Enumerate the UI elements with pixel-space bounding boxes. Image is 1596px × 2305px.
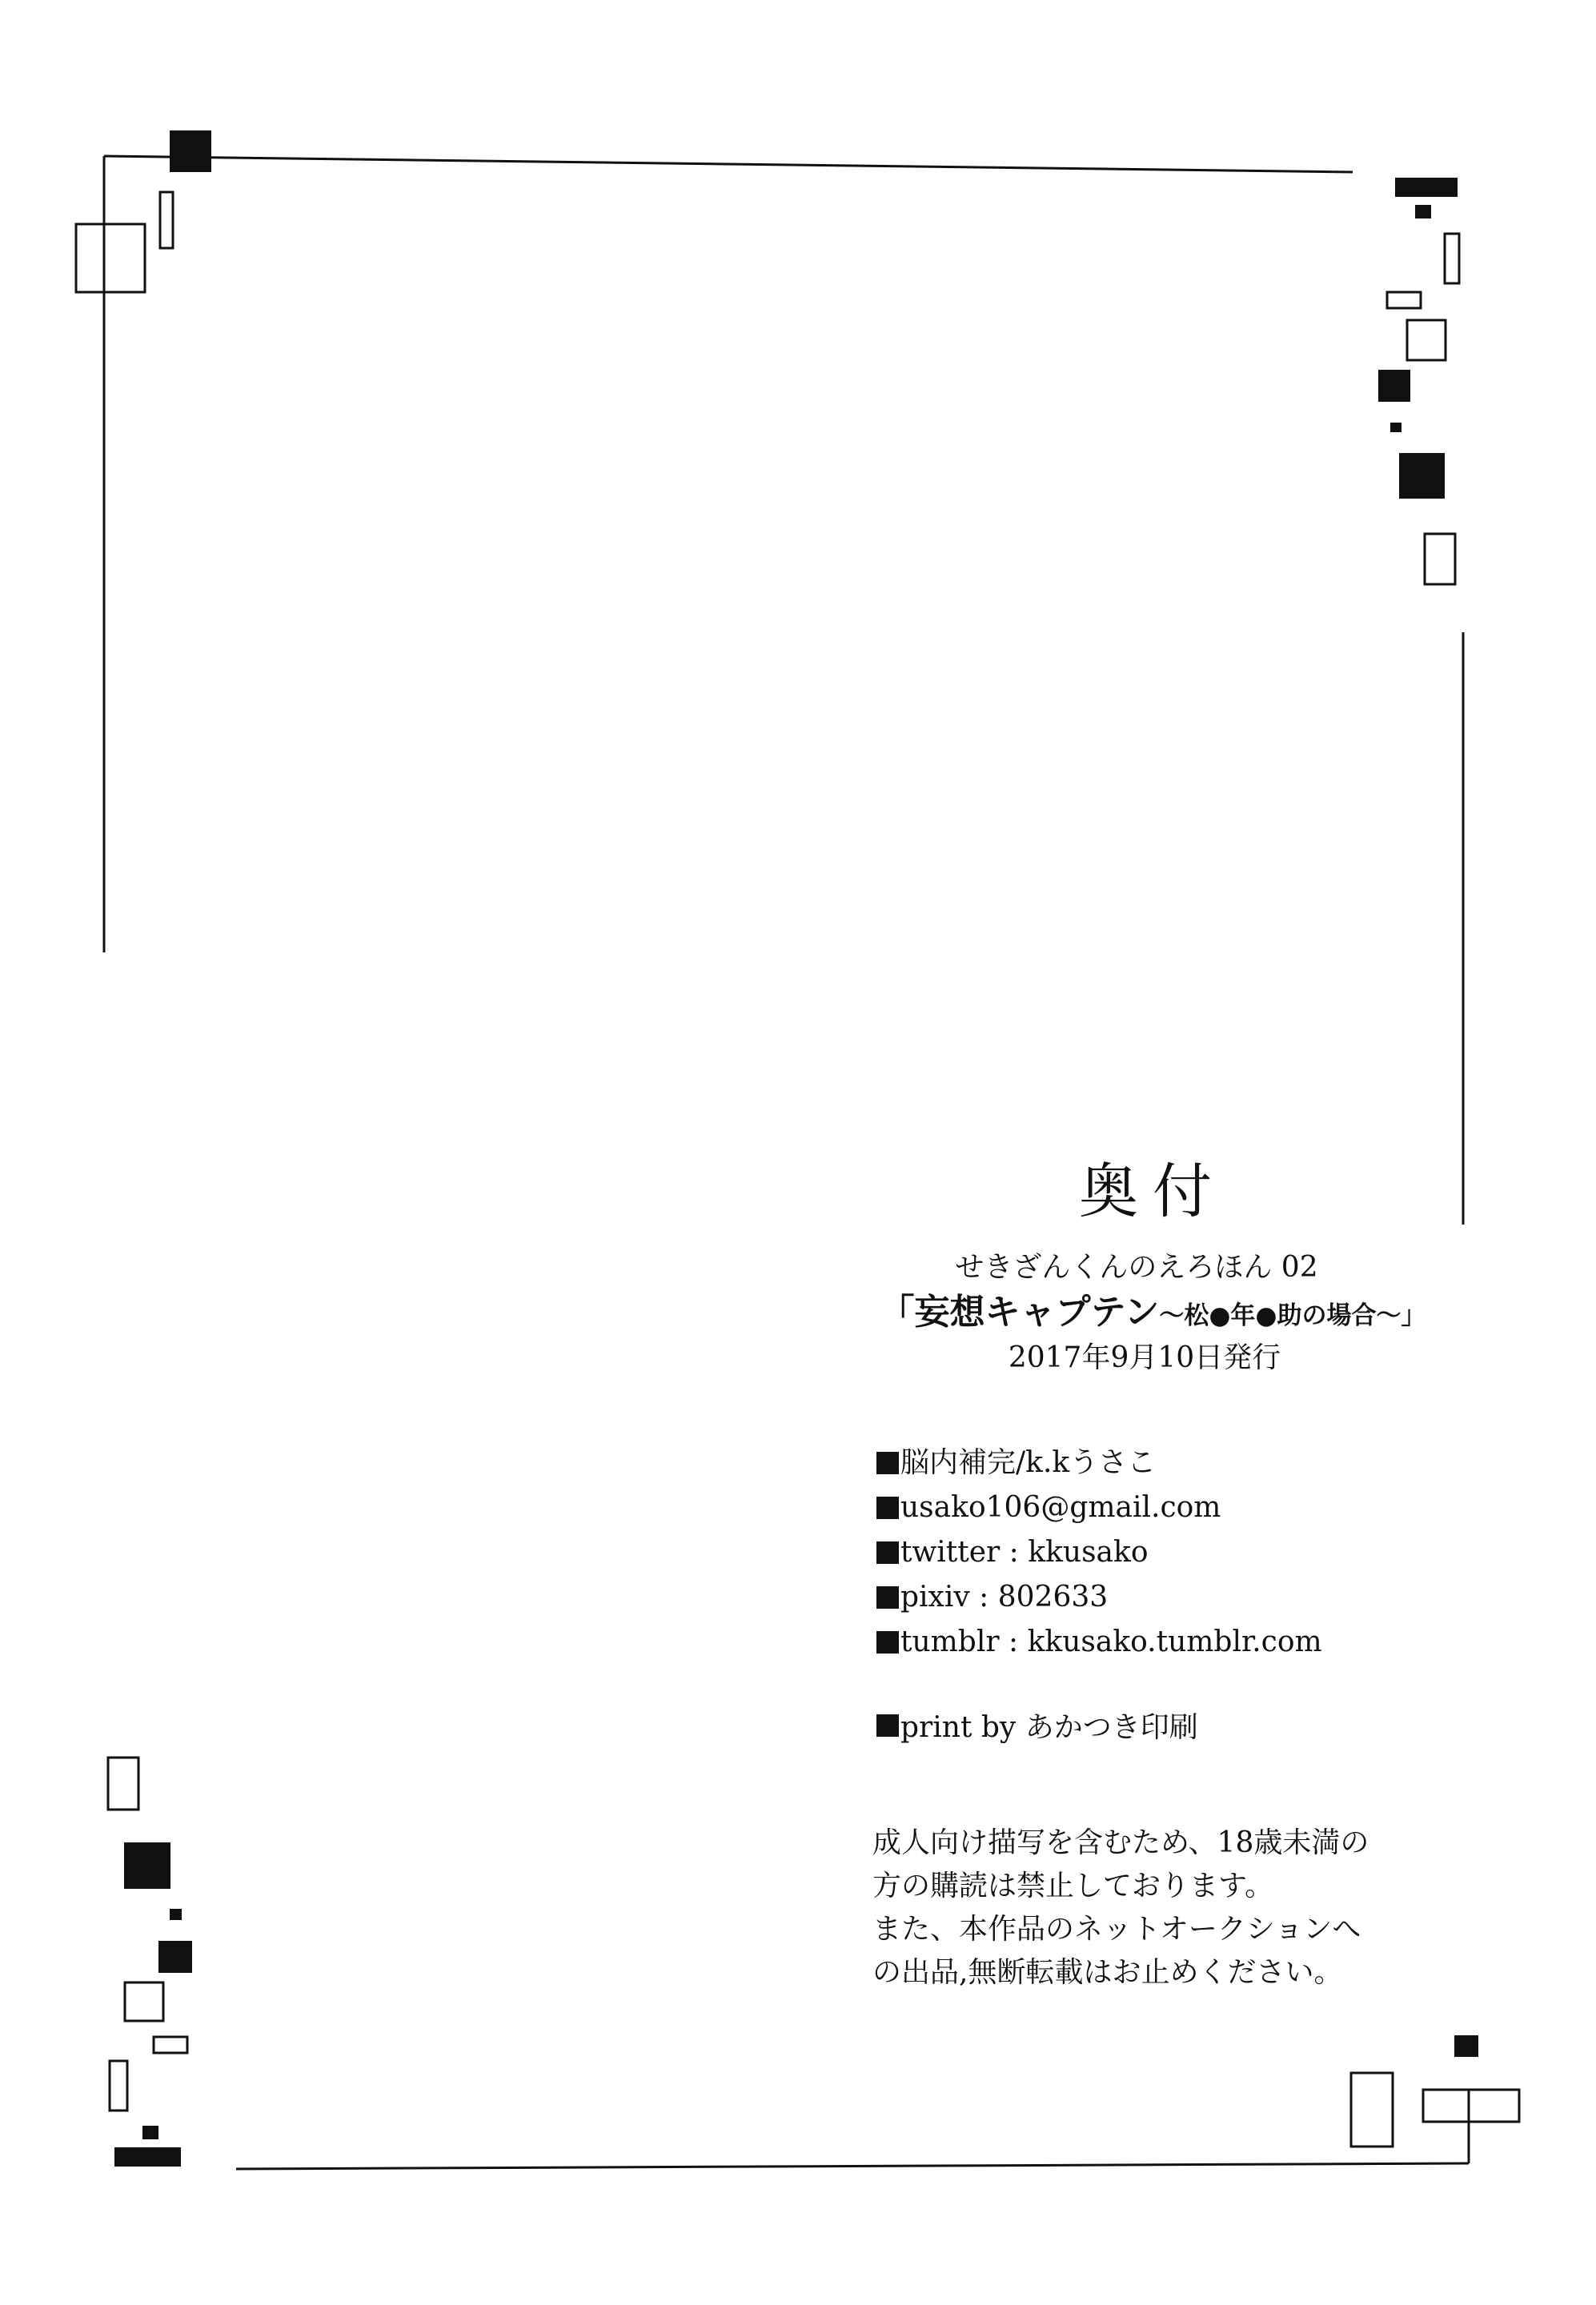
credit-text: pixiv : 802633 [900, 1581, 1109, 1614]
credit-text: tumblr : kkusako.tumblr.com [900, 1626, 1322, 1658]
notice-line: 成人向け描写を含むため、18歳未満の [872, 1826, 1369, 1859]
publish-date: 2017年9月10日発行 [1008, 1341, 1281, 1374]
credit-text: 脳内補完/k.kうさこ [900, 1446, 1157, 1479]
bullet-square-icon [876, 1541, 899, 1564]
credit-author [876, 1441, 1322, 1485]
credit-text: usako106@gmail.com [900, 1491, 1221, 1524]
credit-twitter [876, 1530, 1322, 1575]
notice-line: また、本作品のネットオークションへ [872, 1913, 1361, 1946]
age-notice [872, 1822, 1369, 1994]
series-name: せきざんくんのえろほん 02 [955, 1251, 1318, 1284]
colophon-heading: 奥付 [1079, 1157, 1226, 1226]
notice-line: の出品,無断転載はお止めください。 [872, 1956, 1343, 1989]
credits-list [876, 1441, 1322, 1665]
credit-pixiv [876, 1575, 1322, 1620]
book-title-main: 「妄想キャプテン [879, 1292, 1160, 1333]
notice-line: 方の購読は禁止しております。 [872, 1870, 1274, 1902]
printer-text: print by あかつき印刷 [900, 1711, 1198, 1744]
bullet-square-icon [876, 1497, 899, 1519]
bullet-square-icon [876, 1631, 899, 1654]
credit-text: twitter : kkusako [900, 1536, 1149, 1569]
bullet-square-icon [876, 1452, 899, 1474]
book-title [848, 1283, 1457, 1334]
bullet-square-icon [876, 1586, 899, 1609]
credit-tumblr [876, 1620, 1322, 1665]
bullet-square-icon [876, 1714, 899, 1737]
book-title-sub: 〜松●年●助の場合〜」 [1159, 1301, 1426, 1330]
printer-credit [876, 1705, 1198, 1746]
credit-email [876, 1485, 1322, 1530]
